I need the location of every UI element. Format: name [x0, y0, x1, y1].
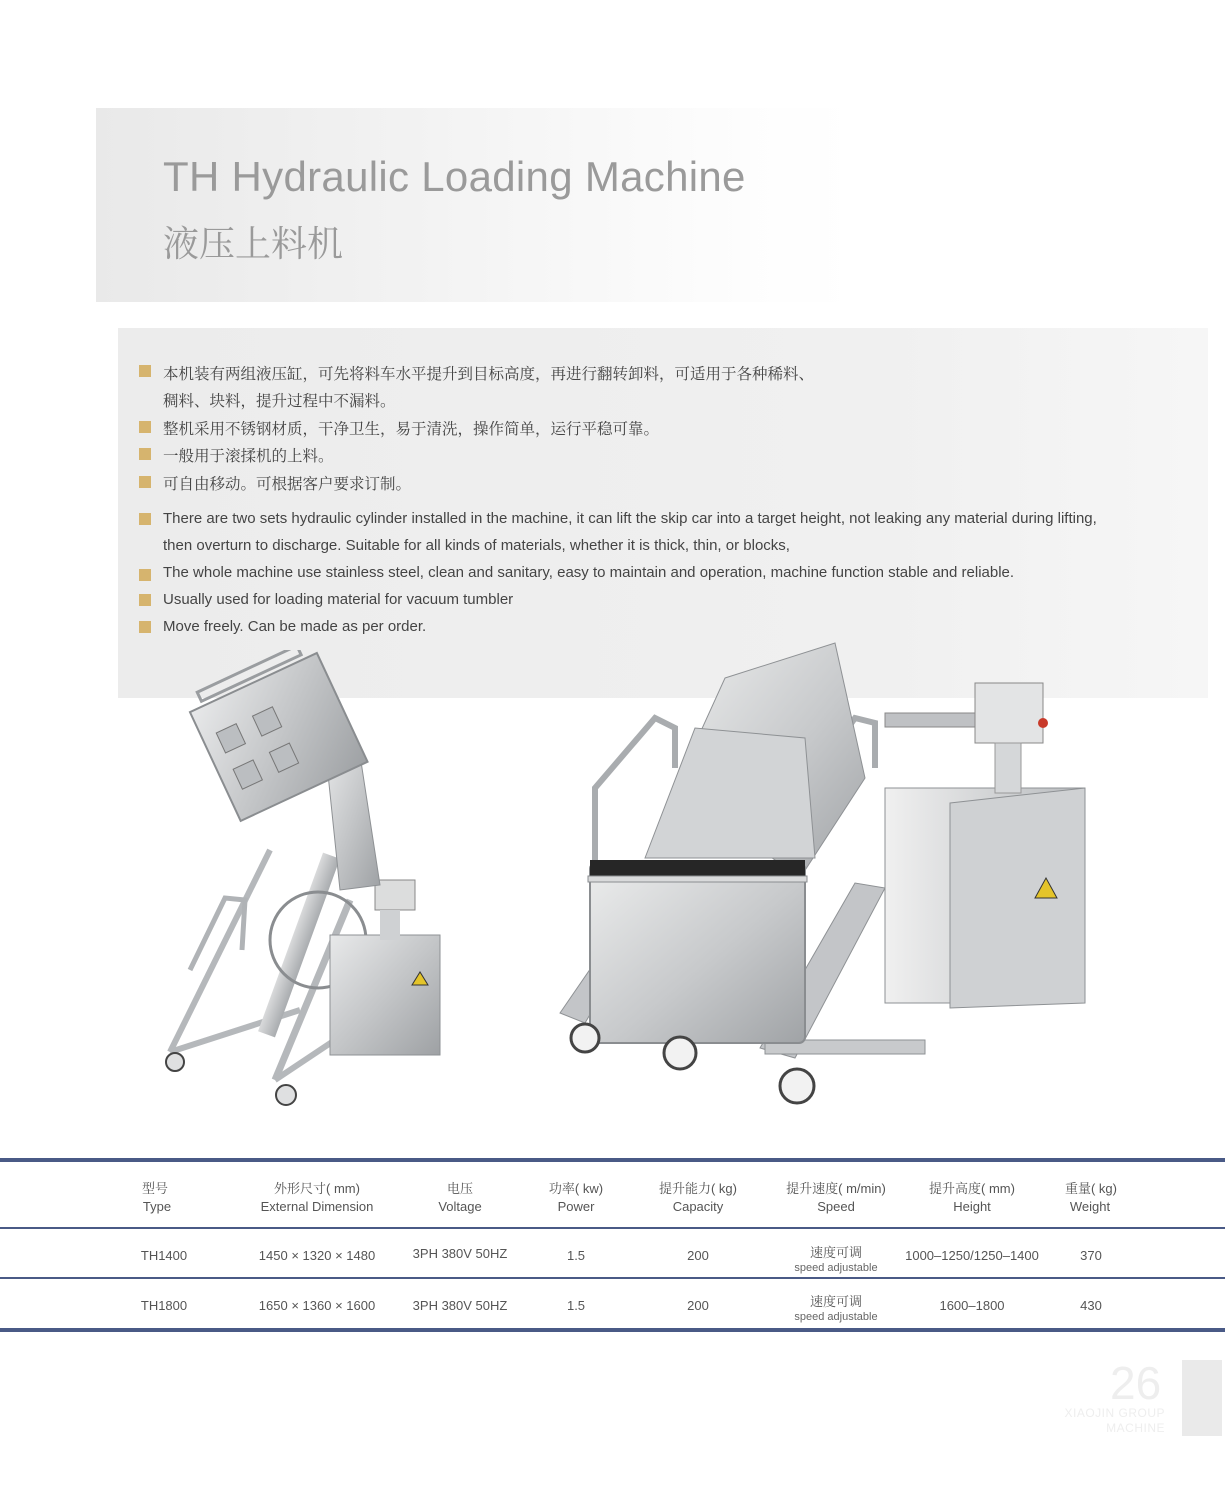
bullet-marker: [139, 594, 151, 606]
page-number: 26: [1110, 1357, 1162, 1409]
machine-photo-tilted: [150, 650, 450, 1120]
table-row-rule: [0, 1277, 1225, 1279]
description-cn-line: 本机装有两组液压缸，可先将料车水平提升到目标高度，再进行翻转卸料，可适用于各种稀料、: [163, 366, 815, 383]
description-cn-line: 可自由移动。可根据客户要求订制。: [163, 476, 412, 493]
table-cell-power: 1.5: [566, 1298, 586, 1313]
table-cell-height: 1000–1250/1250–1400: [905, 1248, 1039, 1263]
brand-line: MACHINE: [1106, 1421, 1165, 1435]
description-en-line: Move freely. Can be made as per order.: [163, 618, 427, 635]
speed-cn: 速度可调: [809, 1294, 862, 1309]
table-cell-speed: [794, 1242, 877, 1274]
header-voltage-en: Voltage: [438, 1199, 482, 1214]
bullet-marker: [139, 569, 151, 581]
header-type-cn: 型号: [141, 1181, 169, 1196]
table-cell-weight: 370: [1080, 1248, 1102, 1263]
header-voltage-cn: 电压: [446, 1181, 474, 1196]
header-capacity-en: Capacity: [672, 1199, 724, 1214]
table-cell-height: 1600–1800: [939, 1298, 1005, 1313]
page-title: TH Hydraulic Loading Machine: [163, 153, 746, 200]
table-cell-power: 1.5: [566, 1248, 586, 1263]
description-en-line: There are two sets hydraulic cylinder installed in the machine, it can lift the skip car into a target height, not leaking any material during lifting,: [163, 510, 1097, 527]
header-dimension-cn: 外形尺寸( mm): [274, 1181, 360, 1196]
description-en-line: then overturn to discharge. Suitable for all kinds of materials, whether it is thick, thin, or blocks,: [163, 537, 790, 554]
table-header-rule: [0, 1227, 1225, 1229]
header-power-en: Power: [557, 1199, 595, 1214]
table-cell-capacity: 200: [687, 1248, 709, 1263]
description-en-line: Usually used for loading material for vacuum tumbler: [163, 591, 514, 608]
table-cell-dimension: 1450 × 1320 × 1480: [258, 1248, 376, 1263]
header-height-en: Height: [953, 1199, 991, 1214]
header-weight-en: Weight: [1069, 1199, 1111, 1214]
speed-en: speed adjustable: [794, 1311, 878, 1323]
table-cell-voltage: 3PH 380V 50HZ: [412, 1298, 508, 1313]
spec-table: [0, 1158, 1225, 1334]
bullet-marker: [139, 513, 151, 525]
header-band: [96, 108, 856, 302]
table-cell-type: TH1800: [140, 1298, 188, 1313]
description-en-line: The whole machine use stainless steel, clean and sanitary, easy to maintain and operation, machine function stable and reliable.: [163, 564, 1015, 581]
table-top-rule: [0, 1158, 1225, 1162]
description-cn-line: 稠料、块料，提升过程中不漏料。: [163, 393, 396, 410]
bullet-marker: [139, 448, 151, 460]
machine-photo-lowered: [555, 628, 1095, 1118]
table-cell-speed: [794, 1291, 877, 1323]
page-title-chinese: 液压上料机: [163, 223, 344, 264]
description-cn-line: 一般用于滚揉机的上料。: [163, 448, 334, 465]
header-type-en: Type: [142, 1199, 172, 1214]
bullet-marker: [139, 476, 151, 488]
page-edge-tab: [1182, 1360, 1222, 1436]
header-power-cn: 功率( kw): [548, 1181, 604, 1196]
description-cn-line: 整机采用不锈钢材质，干净卫生，易于清洗，操作简单，运行平稳可靠。: [163, 421, 660, 438]
speed-cn: 速度可调: [809, 1245, 862, 1260]
bullet-marker: [139, 621, 151, 633]
header-speed-cn: 提升速度( m/min): [786, 1181, 886, 1196]
bullet-marker: [139, 365, 151, 377]
bullet-marker: [139, 421, 151, 433]
table-bottom-rule: [0, 1328, 1225, 1332]
speed-en: speed adjustable: [794, 1262, 878, 1274]
header-capacity-cn: 提升能力( kg): [658, 1181, 738, 1196]
header-height-cn: 提升高度( mm): [929, 1181, 1015, 1196]
table-cell-dimension: 1650 × 1360 × 1600: [258, 1298, 376, 1313]
table-cell-voltage: 3PH 380V 50HZ: [412, 1246, 508, 1261]
header-weight-cn: 重量( kg): [1064, 1181, 1118, 1196]
table-cell-capacity: 200: [687, 1298, 709, 1313]
table-cell-weight: 430: [1080, 1298, 1102, 1313]
header-dimension-en: External Dimension: [260, 1199, 374, 1214]
table-cell-type: TH1400: [140, 1248, 188, 1263]
header-speed-en: Speed: [817, 1199, 855, 1214]
brand-line: XIAOJIN GROUP: [1064, 1406, 1165, 1420]
